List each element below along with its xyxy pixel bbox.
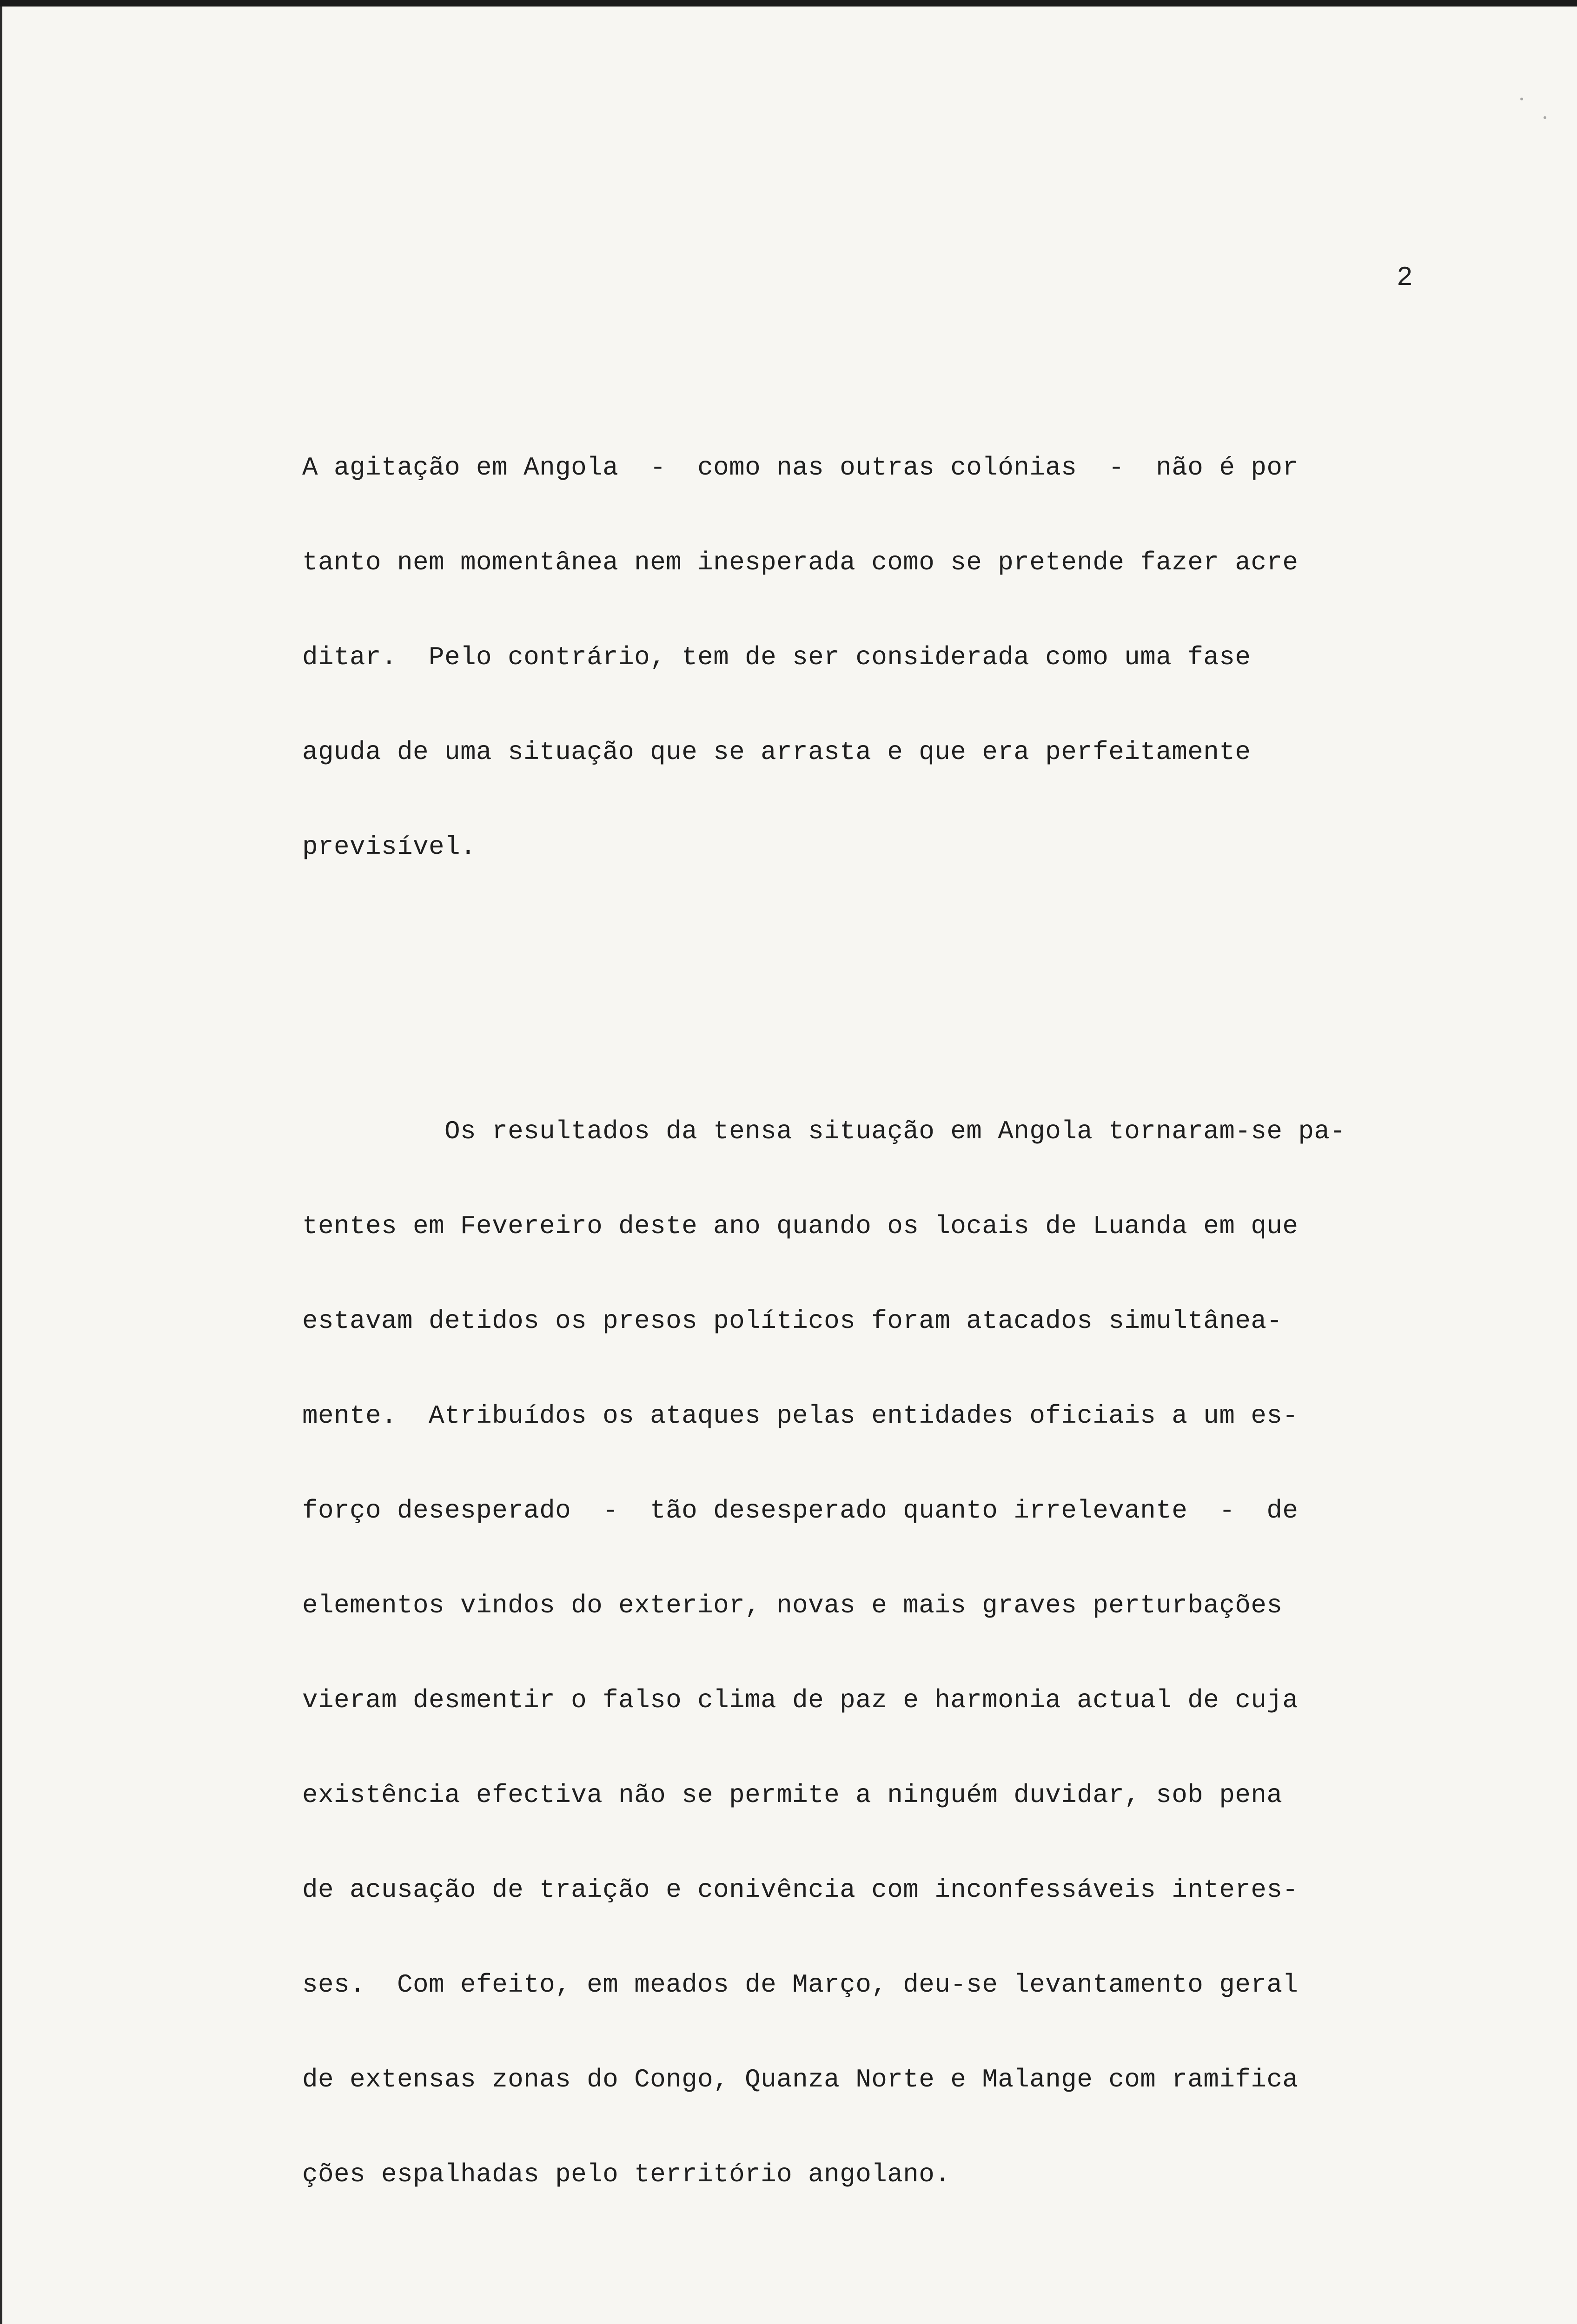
text-line: previsível. [302,832,477,862]
text-line: estavam detidos os presos políticos foram atacados simultânea- [302,1306,1283,1336]
text-line: Os resultados da tensa situação em Angola tornaram-se pa- [302,1116,1346,1146]
paragraph-1 [302,389,1511,926]
text-line: existência efectiva não se permite a ninguém duvidar, sob pena [302,1780,1283,1810]
text-line: ções espalhadas pelo território angolano. [302,2159,951,2189]
text-line: mente. Atribuídos os ataques pelas entidades oficiais a um es- [302,1401,1299,1431]
scan-speck [1544,116,1546,119]
text-line: de extensas zonas do Congo, Quanza Norte e Malange com ramifica [302,2065,1299,2094]
text-line: vieram desmentir o falso clima de paz e harmonia actual de cuja [302,1685,1299,1715]
scan-speck [1520,98,1523,100]
text-line: forço desesperado - tão desesperado quanto irrelevante - de [302,1496,1299,1525]
text-line: tentes em Fevereiro deste ano quando os locais de Luanda em que [302,1211,1299,1241]
text-line: tanto nem momentânea nem inesperada como se pretende fazer acre [302,548,1299,577]
text-line: elementos vindos do exterior, novas e mais graves perturbações [302,1591,1283,1620]
left-border [0,7,2,2324]
page-number: 2 [1397,263,1413,293]
text-line: de acusação de traição e conivência com inconfessáveis interes- [302,1875,1299,1905]
body-text [302,325,1511,2324]
text-line: ses. Com efeito, em meados de Março, deu-se levantamento geral [302,1970,1299,2000]
top-border [0,0,1577,7]
text-line: ditar. Pelo contrário, tem de ser considerada como uma fase [302,642,1251,672]
text-line: A agitação em Angola - como nas outras colónias - não é por [302,453,1299,482]
text-line: aguda de uma situação que se arrasta e que era perfeitamente [302,737,1251,767]
paragraph-2 [302,1052,1511,2253]
